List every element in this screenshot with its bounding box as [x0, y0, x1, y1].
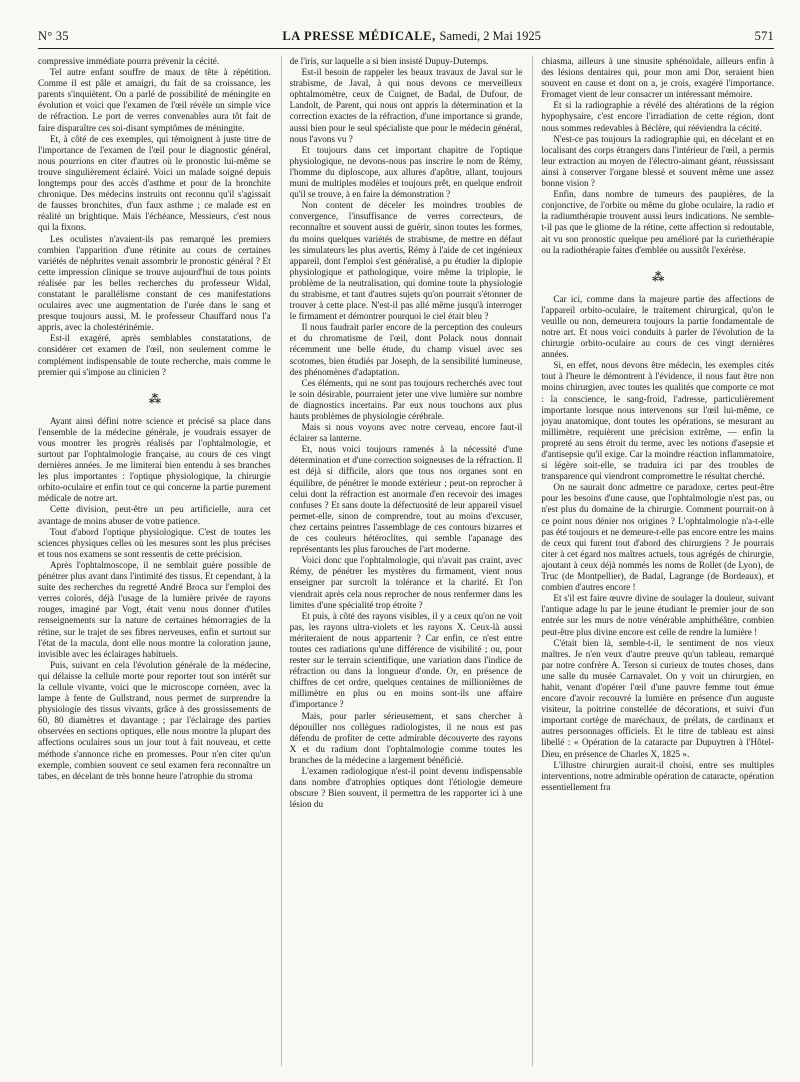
- paragraph: Puis, suivant en cela l'évolution générale de la médecine, qui délaisse la cellule morte pour reporter tout son intérêt sur la cellule vivante, voici que le microscope cornéen, avec la lampe à fente de Gullstrand, nous permet de surprendre la physiologie des tissus vivants, grâce à des grossissements de 60, 80 diamètres et davantage ; par l'éclairage des parties observées en sections optiques, elle nous montre la plupart des affections oculaires sous un jour tout à fait nouveau, et cette méthode s'annonce riche en promesses. Pour n'en citer qu'un exemple, combien souvent ce seul examen fera reconnaître un tabes, en décelant de très bonne heure l'atrophie du stroma: [38, 659, 271, 781]
- paragraph: de l'iris, sur laquelle a si bien insisté Dupuy-Dutemps.: [289, 56, 489, 66]
- article-column-3: [532, 56, 774, 1066]
- paragraph: Et si la radiographie a révélé des altérations de la région hypophysaire, c'est encore l'irradiation de cette région, dont nous sommes redevables à Béclère, qui rééviendra la cécité.: [541, 100, 775, 133]
- paragraph: L'illustre chirurgien aurait-il choisi, entre ses multiples interventions, notre admirable opération de cataracte, opération essentiellement fra: [541, 759, 775, 792]
- paragraph: Et s'il est faire œuvre divine de soulager la douleur, suivant l'antique adage lu par le jeune étudiant le premier jour de son entrée sur les murs de notre vénérable amphithéâtre, combien peut-être plus divine encore est celle de rendre la lumière !: [541, 593, 775, 637]
- article-column-1: [38, 56, 271, 1066]
- paragraph: Les oculistes n'avaient-ils pas remarqué les premiers combien l'apparition d'une rétinite au cours de certaines variétés de néphrites venait assombrir le pronostic général ? Et cette impression clinique se trouve aujourd'hui de tous points réalisée par les belles recherches du professeur Widal, constatant le parallélisme constant de ces manifestations oculaires avec une augmentation de l'urée dans le sang et presque toujours aussi, M. le professeur Chauffard nous l'a appris, avec la cholestérinémie.: [38, 233, 271, 333]
- section-separator: ⁂: [148, 391, 160, 406]
- paragraph: Et toujours dans cet important chapitre de l'optique physiologique, ne devons-nous pas inscrire le nom de Rémy, l'homme du diploscope, aux allures d'apôtre, allant, toujours muni de multiples modèles et toujours prêt, en quelque endroit qu'il se trouve, à en faire la démonstration ?: [289, 144, 523, 200]
- journal-name: LA PRESSE MÉDICALE,: [282, 29, 436, 43]
- issue-date: Samedi, 2 Mai 1925: [439, 29, 541, 43]
- paragraph: Après l'ophtalmoscope, il ne semblait guère possible de pénétrer plus avant dans l'intimité des tissus. Et cependant, à la suite des recherches du regretté André Broca sur l'emploi des verres colorés, déjà l'usage de la lumière privée de rayons rouges, imaginé par Vogt, était venu nous donner d'utiles renseignements sur la nature de certaines hémorragies de la rétine, sur le trajet de ses fibres nerveuses, enfin et surtout sur l'état de la macula, dont elle nous montre la coloration jaune, invisible avec les éclairages habituels.: [38, 559, 271, 659]
- paragraph: Voici donc que l'ophtalmologie, qui n'avait pas craint, avec Rémy, de pénétrer les mystères du firmament, vient nous enseigner par surcroît la tolérance et la charité. Et l'on viendrait après cela nous reprocher de nous renfermer dans les limites d'une spécialité trop étroite ?: [289, 555, 523, 610]
- paragraph: C'était bien là, semble-t-il, le sentiment de nos vieux maîtres. Je n'en veux d'autre preuve qu'un tableau, remarqué par notre confrère A. Terson si curieux de toutes choses, dans une salle du musée Carnavalet. On y voit un chirurgien, en habit, venant d'opérer l'œil d'une pauvre femme tout émue encore d'avoir recouvré la lumière en présence d'un auguste visiteur, la poitrine constellée de décorations, et suivi d'un important cortège de maréchaux, de prélats, de cardinaux et autres personnages officiels. Et le titre de tableau est ainsi libellé : « Opération de la cataracte par Dupuytren à l'Hôtel-Dieu, en présence de Charles X, 1825 ».: [541, 637, 775, 759]
- paragraph: Car ici, comme dans la majeure partie des affections de l'appareil orbito-oculaire, le traitement chirurgical, qu'on le veuille ou non, demeurera toujours la partie fondamentale de notre art. Et nous voici conduits à parler de l'évolution de la chirurgie orbito-oculaire au cours de ces vingt dernières années.: [541, 293, 775, 360]
- paragraph: Cette division, peut-être un peu artificielle, aura cet avantage de moins abuser de votre patience.: [38, 504, 271, 526]
- page-header: [38, 29, 774, 49]
- paragraph: Tel autre enfant souffre de maux de tête à répétition. Comme il est pâle et amaigri, du fait de sa croissance, les parents s'inquiètent. On a parlé de possibilité de méningite en évolution et voici que l'examen de l'œil révèle un simple vice de réfraction. Le port de verres convenables aura tôt fait de faire disparaître ces soi-disant symptômes de méningite.: [38, 67, 271, 133]
- paragraph: Mais si nous voyons avec notre cerveau, encore faut-il éclairer sa lanterne.: [289, 422, 523, 444]
- issue-number: N° 35: [38, 29, 69, 43]
- paragraph: Tout d'abord l'optique physiologique. C'est de toutes les sciences physiques celles où les mesures sont les plus précises et tous nos examens se sont ressentis de cette précision.: [38, 526, 271, 559]
- paragraph: Et, nous voici toujours ramenés à la nécessité d'une détermination et d'une correction soigneuses de la réfraction. Il est déjà si difficile, alors que tous nos organes sont en équilibre, de pénétrer le monde extérieur ; peut-on reprocher à celui dont la réfraction est anormale d'en recevoir des images confuses ? Et sans doute la défectuosité de leur appareil visuel permet-elle, sinon de comprendre, tout au moins d'excuser, chez certains peintres l'assemblage de ces contours bizarres et de ces couleurs hétéroclites, qui semble l'apanage des représentants les plus farouches de l'art moderne.: [289, 444, 523, 555]
- masthead: [282, 29, 541, 44]
- paragraph: Mais, pour parler sérieusement, et sans chercher à dépouiller nos collègues radiologistes, il ne nous est pas défendu de profiter de cette admirable découverte des rayons X et du radium dont l'ophtalmologie comme toutes les branches de la médecine a largement bénéficié.: [289, 710, 523, 765]
- paragraph: N'est-ce pas toujours la radiographie qui, en décelant et en localisant des corps étrangers dans l'intérieur de l'œil, a permis leur extraction au moyen de l'électro-aimant géant, réussissant ainsi à conserver l'organe blessé et souvent même une assez bonne vision ?: [541, 133, 775, 189]
- paragraph: compressive immédiate pourra prévenir la cécité.: [38, 56, 220, 66]
- paragraph: Et, à côté de ces exemples, qui témoignent à juste titre de l'importance de l'examen de l'œil pour le diagnostic général, nous pourrions en citer d'autres où le pronostic lui-même se trouve singulièrement éclairé. Voici un malade soigné depuis longtemps pour des accès d'asthme et pour de la bronchite chronique. Des médecins instruits ont reconnu qu'il s'agissait de fausses bronchites, d'un faux asthme ; ce malade est en réalité un brightique. Mais l'échéance, Messieurs, c'est nous qui la fixons.: [38, 133, 271, 233]
- paragraph: Et puis, à côté des rayons visibles, il y a ceux qu'on ne voit pas, les rayons ultra-violets et les rayons X. Ceux-là aussi mériteraient de nous appartenir ? Car enfin, ce n'est entre toutes ces radiations qu'une différence de visibilité ; ou, pour rester sur le terrain scientifique, une variation dans l'indice de réfraction ou dans la longueur d'onde. Or, en présence de chiffres de cet ordre, quelques centaines de millionièmes de millimètre en plus ou en moins sont-ils une affaire d'importance ?: [289, 610, 523, 710]
- paragraph: chiasma, ailleurs à une sinusite sphénoïdale, ailleurs enfin à des lésions dentaires qui, pour mon ami Dor, seraient bien souvent en cause et dont on a, je crois, exagéré l'importance. Fromaget vient de leur consacrer un intéressant mémoire.: [541, 56, 775, 100]
- section-separator: ⁂: [652, 269, 664, 284]
- paragraph: On ne saurait donc admettre ce paradoxe, certes peut-être pour les besoins d'une cause, que l'ophtalmologie n'est pas, ou n'est plus du domaine de la chirurgie. Comment pourrait-on à ce point nous dénier nos origines ? L'ophtalmologie n'a-t-elle pas été toujours et ne demeure-t-elle pas encore entre les mains de ceux qui furent tout d'abord des chirurgiens ? Je pourrais citer à cet égard nos maîtres actuels, tous agrégés de chirurgie, ajoutant à ceux déjà nommés les noms de Rollet (de Lyon), de Truc (de Montpellier), de Badal, Lagrange (de Bordeaux), et combien d'autres encore !: [541, 482, 775, 593]
- paragraph: Est-il exagéré, après semblables constatations, de considérer cet examen de l'œil, non seulement comme le complément indispensable de toute recherche, mais comme le premier qui s'impose au clinicien ?: [38, 333, 271, 377]
- article-column-2: [281, 56, 523, 1066]
- paragraph: Ces éléments, qui ne sont pas toujours recherchés avec tout le soin désirable, pourraient jeter une vive lumière sur nombre de diagnostics incertains. Par eux nous touchons aux plus hauts problèmes de physiologie cérébrale.: [289, 377, 523, 421]
- paragraph: L'examen radiologique n'est-il point devenu indispensable dans nombre d'atrophies optiques dont l'étiologie demeure obscure ? Bien souvent, il permettra de les rapporter ici à une lésion du: [289, 766, 523, 810]
- paragraph: Non content de déceler les moindres troubles de convergence, l'insuffisance de verres correcteurs, de reconnaître et souvent aussi de guérir, sinon toutes les formes, du moins quelques variétés de strabisme, de mettre en défaut les simulateurs les plus avertis, Rémy à l'aide de cet ingénieux appareil, dont l'emploi s'est généralisé, a pu étudier la diplopie physiologique et pathologique, voire même la triplopie, le problème de la neutralisation, qui domine toute la physiologie du strabisme, et tant d'autres sujets qu'on pourrait s'étonner de trouver à cette place. N'est-il pas allé même jusqu'à interroger le firmament et démontrer pourquoi le ciel était bleu ?: [289, 200, 523, 322]
- article-columns: [38, 56, 774, 1066]
- paragraph: Ayant ainsi défini notre science et précisé sa place dans l'ensemble de la médecine générale, je voudrais essayer de vous montrer les progrès réalisés par l'ophtalmologie, et surtout par l'ophtalmologie française, au cours de ces vingt dernières années. Je me limiterai bien entendu à ses branches les plus importantes : l'optique physiologique, la chirurgie orbito-oculaire et enfin tout ce qui concerne la partie purement médicale de notre art.: [38, 415, 271, 504]
- page-number: 571: [754, 29, 774, 43]
- paragraph: Si, en effet, nous devons être médecin, les exemples cités tout à l'heure le démontrent à l'évidence, il nous faut être non moins chirurgien, avec toutes les qualités que comporte ce mot : la conscience, le sang-froid, l'adresse, particulièrement importante lorsque nous intervenons sur l'œil lui-même, ce joyau anatomique, dont toutes les opérations, se mesurant au millimètre, requièrent une précision extrême, — enfin la propreté au sens étroit du terme, avec les notions d'asepsie et d'antisepsie qu'il exige. Car la moindre réaction inflammatoire, si légère soit-elle, se traduira ici par des troubles de transparence qui viendront compromettre le résultat cherché.: [541, 360, 775, 482]
- header-rule: [38, 48, 774, 49]
- paragraph: Enfin, dans nombre de tumeurs des paupières, de la conjonctive, de l'orbite ou même du globe oculaire, la radio et la radiumthérapie trouvent aussi leurs indications. Ne semble-t-il pas que le gliome de la rétine, cette affection si redoutable, ait vu son pronostic quelque peu amélioré par la curiethérapie ou la radiothérapie faites d'emblée ou aussitôt l'exérèse.: [541, 189, 775, 255]
- paragraph: Il nous faudrait parler encore de la perception des couleurs et du chromatisme de l'œil, dont Polack nous donnait récemment une belle étude, du champ visuel avec ses scotomes, bien étudiés par Joseph, de la sensibilité lumineuse, des phénomènes d'adaptation.: [289, 322, 523, 377]
- paragraph: Est-il besoin de rappeler les beaux travaux de Javal sur le strabisme, de Javal, à qui nous devons ce merveilleux ophtalmomètre, ceux de Cuignet, de Badal, de Dufour, de Landolt, de Parent, qui nous ont appris la détermination et la correction exactes de la réfraction, d'une importance si grande, aussi bien pour le seul spécialiste que pour le médecin général, nous l'avons vu ?: [289, 67, 523, 144]
